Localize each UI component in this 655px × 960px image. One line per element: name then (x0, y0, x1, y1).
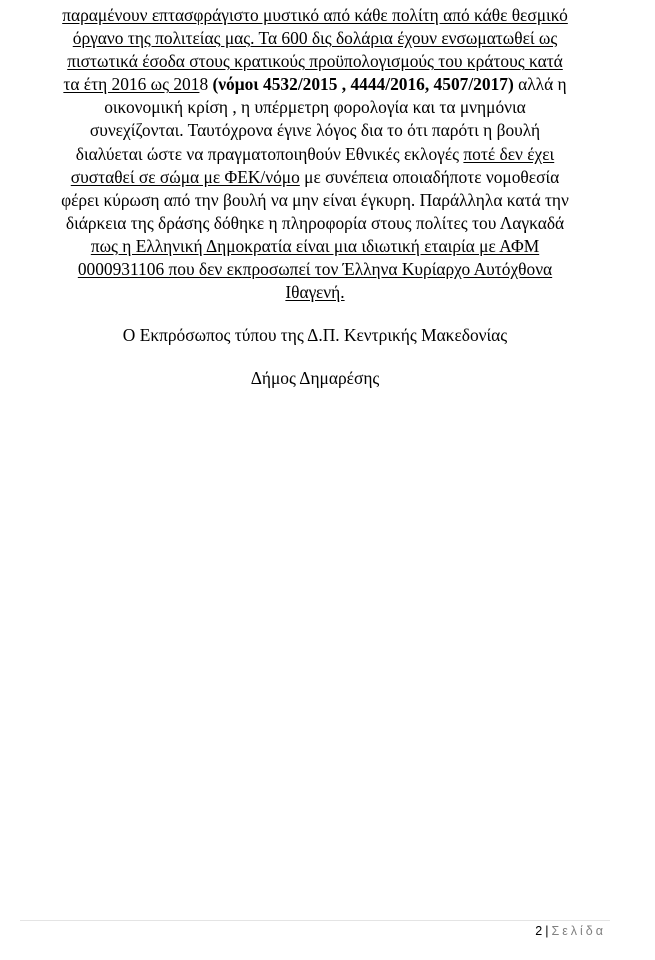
page-word: Σελίδα (551, 924, 606, 938)
footer-divider (20, 920, 610, 921)
plain-text: διαλύεται ώστε να πραγματοποιηθούν Εθνικές εκλογές (75, 143, 464, 164)
plain-text: αλλά η (513, 74, 567, 95)
text-line (20, 27, 610, 50)
text-line (20, 258, 610, 281)
underlined-text: πως η Ελληνική Δημοκρατία είναι μια ιδιωτική εταιρία με ΑΦΜ (90, 235, 540, 256)
text-line (20, 50, 610, 73)
page-footer (535, 923, 606, 939)
underlined-text: συσταθεί σε σώμα με ΦΕΚ/νόμο (70, 166, 300, 187)
underlined-text: όργανο της πολιτείας μας. (72, 28, 255, 49)
footer-separator: | (545, 924, 549, 938)
body-paragraph (20, 4, 610, 304)
underlined-text: Ιθαγενή. (285, 282, 345, 303)
underlined-text: παραμένουν επτασφράγιστο μυστικό από κάθε πολίτη από κάθε θεσμικό (62, 5, 568, 25)
text-line (20, 281, 610, 304)
underlined-text: ποτέ δεν έχει (463, 143, 555, 164)
text-line: φέρει κύρωση από την βουλή να μην είναι έγκυρη. Παράλληλα κατά την (61, 189, 569, 210)
text-line (20, 166, 610, 189)
plain-text: με συνέπεια οποιαδήποτε νομοθεσία (299, 166, 560, 187)
underlined-text: τα έτη 2016 ως 201 (63, 74, 200, 95)
page-number: 2 (535, 924, 543, 938)
underlined-text: πιστωτικά έσοδα στους κρατικούς προϋπολογισμούς του κράτους κατά (67, 51, 563, 72)
text-line (20, 73, 610, 96)
signature-role: Ο Εκπρόσωπος τύπου της Δ.Π. Κεντρικής Μακεδονίας (122, 325, 508, 345)
signature-name: Δήμος Δημαρέσης (250, 368, 380, 388)
text-line (20, 235, 610, 258)
text-line: συνεχίζονται. Ταυτόχρονα έγινε λόγος δια το ότι παρότι η βουλή (89, 120, 541, 141)
text-line (20, 4, 610, 27)
text-line (20, 143, 610, 166)
text-line: οικονομική κρίση , η υπέρμετρη φορολογία και τα μνημόνια (104, 97, 526, 118)
underlined-text: Τα 600 δις δολάρια έχουν ενσωματωθεί ως (254, 28, 558, 49)
text-line: διάρκεια της δράσης δόθηκε η πληροφορία στους πολίτες του Λαγκαδά (65, 212, 565, 233)
underlined-text: 0000931106 που δεν εκπροσωπεί τον Έλληνα Κυρίαρχο Αυτόχθονα (77, 259, 553, 280)
plain-text: 8 (199, 74, 213, 95)
bold-law-references: (νόμοι 4532/2015 , 4444/2016, 4507/2017) (212, 74, 514, 95)
